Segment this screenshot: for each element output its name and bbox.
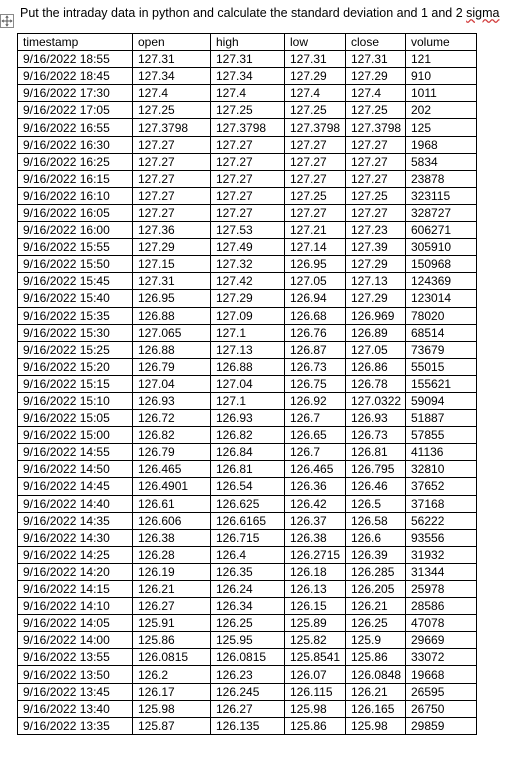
cell-close: 125.98 [346,717,406,734]
cell-volume: 37652 [406,478,477,495]
cell-high: 126.715 [211,529,285,546]
cell-volume: 125 [406,119,477,136]
cell-open: 127.34 [133,68,211,85]
cell-volume: 121 [406,51,477,68]
table-row [18,427,477,444]
cell-close: 126.86 [346,358,406,375]
cell-high: 126.34 [211,598,285,615]
cell-low: 126.68 [285,307,346,324]
spellcheck-flagged-word: sigma [466,6,500,20]
table-row [18,563,477,580]
cell-open: 127.27 [133,136,211,153]
cell-high: 127.27 [211,153,285,170]
cell-volume: 23878 [406,170,477,187]
cell-volume: 31932 [406,546,477,563]
table-row [18,461,477,478]
instruction-text [20,5,500,21]
cell-high: 127.42 [211,273,285,290]
cell-timestamp: 9/16/2022 16:00 [18,222,133,239]
cell-low: 127.05 [285,273,346,290]
cell-high: 126.245 [211,683,285,700]
cell-close: 126.93 [346,410,406,427]
cell-timestamp: 9/16/2022 16:25 [18,153,133,170]
cell-low: 127.3798 [285,119,346,136]
cell-timestamp: 9/16/2022 13:35 [18,717,133,734]
cell-open: 126.38 [133,529,211,546]
cell-high: 126.27 [211,700,285,717]
column-header-low: low [285,34,346,51]
cell-close: 127.25 [346,187,406,204]
cell-open: 127.27 [133,204,211,221]
table-row [18,410,477,427]
cell-timestamp: 9/16/2022 15:30 [18,324,133,341]
cell-timestamp: 9/16/2022 14:35 [18,512,133,529]
cell-high: 127.27 [211,170,285,187]
cell-volume: 1968 [406,136,477,153]
cell-low: 126.92 [285,392,346,409]
table-row [18,632,477,649]
cell-volume: 51887 [406,410,477,427]
cell-close: 127.27 [346,153,406,170]
cell-close: 127.27 [346,170,406,187]
cell-low: 126.13 [285,581,346,598]
cell-open: 127.31 [133,51,211,68]
cell-close: 126.205 [346,581,406,598]
table-row [18,700,477,717]
cell-close: 126.6 [346,529,406,546]
cell-timestamp: 9/16/2022 16:15 [18,170,133,187]
cell-open: 126.28 [133,546,211,563]
cell-close: 126.5 [346,495,406,512]
cell-low: 126.2715 [285,546,346,563]
cell-open: 125.98 [133,700,211,717]
table-row [18,478,477,495]
cell-low: 127.29 [285,68,346,85]
cell-timestamp: 9/16/2022 14:10 [18,598,133,615]
cell-high: 125.95 [211,632,285,649]
cell-volume: 305910 [406,239,477,256]
cell-low: 127.25 [285,187,346,204]
cell-timestamp: 9/16/2022 17:05 [18,102,133,119]
cell-high: 127.27 [211,204,285,221]
cell-high: 126.81 [211,461,285,478]
cell-high: 126.82 [211,427,285,444]
cell-open: 127.15 [133,256,211,273]
cell-timestamp: 9/16/2022 13:40 [18,700,133,717]
cell-high: 127.04 [211,375,285,392]
table-row [18,598,477,615]
cell-timestamp: 9/16/2022 15:35 [18,307,133,324]
cell-close: 127.27 [346,204,406,221]
cell-volume: 47078 [406,615,477,632]
intraday-data-table [17,33,477,735]
cell-timestamp: 9/16/2022 14:00 [18,632,133,649]
cell-close: 126.58 [346,512,406,529]
cell-low: 126.95 [285,256,346,273]
cell-volume: 57855 [406,427,477,444]
cell-volume: 155621 [406,375,477,392]
cell-volume: 56222 [406,512,477,529]
cell-volume: 31344 [406,563,477,580]
cell-timestamp: 9/16/2022 14:20 [18,563,133,580]
table-row [18,324,477,341]
cell-volume: 29669 [406,632,477,649]
cell-high: 127.3798 [211,119,285,136]
cell-low: 125.86 [285,717,346,734]
cell-open: 126.95 [133,290,211,307]
cell-timestamp: 9/16/2022 14:15 [18,581,133,598]
column-header-open: open [133,34,211,51]
cell-open: 126.17 [133,683,211,700]
cell-volume: 25978 [406,581,477,598]
cell-open: 126.4901 [133,478,211,495]
cell-open: 126.88 [133,341,211,358]
cell-low: 126.42 [285,495,346,512]
cell-volume: 1011 [406,85,477,102]
cell-high: 127.32 [211,256,285,273]
cell-low: 126.65 [285,427,346,444]
cell-low: 126.115 [285,683,346,700]
cell-close: 127.39 [346,239,406,256]
table-row [18,666,477,683]
cell-open: 127.31 [133,273,211,290]
cell-open: 126.82 [133,427,211,444]
cell-timestamp: 9/16/2022 18:45 [18,68,133,85]
cell-low: 126.38 [285,529,346,546]
table-row [18,375,477,392]
cell-high: 126.0815 [211,649,285,666]
column-header-timestamp: timestamp [18,34,133,51]
table-body [18,34,477,735]
table-row [18,307,477,324]
cell-volume: 123014 [406,290,477,307]
cell-timestamp: 9/16/2022 15:15 [18,375,133,392]
cell-timestamp: 9/16/2022 16:55 [18,119,133,136]
column-header-high: high [211,34,285,51]
cell-high: 126.35 [211,563,285,580]
cell-low: 126.36 [285,478,346,495]
cell-low: 126.07 [285,666,346,683]
cell-low: 126.465 [285,461,346,478]
cell-low: 127.27 [285,153,346,170]
table-header-row [18,34,477,51]
cell-timestamp: 9/16/2022 15:10 [18,392,133,409]
cell-volume: 93556 [406,529,477,546]
cell-open: 126.27 [133,598,211,615]
cell-timestamp: 9/16/2022 15:45 [18,273,133,290]
cell-open: 125.86 [133,632,211,649]
table-row [18,273,477,290]
cell-open: 125.91 [133,615,211,632]
cell-open: 126.2 [133,666,211,683]
cell-close: 126.21 [346,598,406,615]
cell-high: 126.625 [211,495,285,512]
cell-volume: 328727 [406,204,477,221]
cell-low: 126.7 [285,410,346,427]
cell-close: 127.29 [346,68,406,85]
cell-close: 126.25 [346,615,406,632]
cell-volume: 37168 [406,495,477,512]
table-row [18,546,477,563]
cell-timestamp: 9/16/2022 15:25 [18,341,133,358]
cell-close: 126.73 [346,427,406,444]
cell-low: 126.15 [285,598,346,615]
cell-low: 125.8541 [285,649,346,666]
cell-low: 126.75 [285,375,346,392]
table-row [18,683,477,700]
cell-volume: 606271 [406,222,477,239]
table-row [18,102,477,119]
cell-open: 126.79 [133,358,211,375]
cell-close: 126.39 [346,546,406,563]
four-arrow-move-icon [1,15,13,27]
cell-timestamp: 9/16/2022 14:45 [18,478,133,495]
table-row [18,222,477,239]
cell-high: 126.4 [211,546,285,563]
cell-close: 127.0322 [346,392,406,409]
table-row [18,529,477,546]
cell-close: 126.795 [346,461,406,478]
cell-high: 127.49 [211,239,285,256]
cell-close: 126.46 [346,478,406,495]
cell-timestamp: 9/16/2022 14:05 [18,615,133,632]
cell-volume: 73679 [406,341,477,358]
cell-timestamp: 9/16/2022 15:40 [18,290,133,307]
table-row [18,358,477,375]
cell-low: 125.98 [285,700,346,717]
cell-open: 126.72 [133,410,211,427]
cell-high: 127.1 [211,392,285,409]
column-header-volume: volume [406,34,477,51]
cell-high: 127.34 [211,68,285,85]
cell-close: 126.969 [346,307,406,324]
table-move-handle-icon[interactable] [0,14,14,28]
cell-close: 127.31 [346,51,406,68]
cell-low: 126.87 [285,341,346,358]
cell-volume: 68514 [406,324,477,341]
cell-volume: 26750 [406,700,477,717]
cell-volume: 26595 [406,683,477,700]
cell-high: 127.1 [211,324,285,341]
cell-low: 126.7 [285,444,346,461]
cell-close: 126.21 [346,683,406,700]
table-row [18,495,477,512]
cell-high: 127.09 [211,307,285,324]
cell-open: 126.19 [133,563,211,580]
cell-low: 125.89 [285,615,346,632]
cell-open: 126.0815 [133,649,211,666]
cell-timestamp: 9/16/2022 14:30 [18,529,133,546]
cell-close: 125.86 [346,649,406,666]
table-row [18,136,477,153]
cell-low: 127.27 [285,204,346,221]
cell-volume: 323115 [406,187,477,204]
cell-open: 127.4 [133,85,211,102]
cell-timestamp: 9/16/2022 17:30 [18,85,133,102]
cell-low: 127.27 [285,136,346,153]
cell-high: 127.4 [211,85,285,102]
cell-open: 127.065 [133,324,211,341]
cell-open: 127.27 [133,187,211,204]
table-row [18,85,477,102]
cell-timestamp: 9/16/2022 18:55 [18,51,133,68]
cell-volume: 41136 [406,444,477,461]
cell-open: 127.27 [133,153,211,170]
cell-timestamp: 9/16/2022 13:45 [18,683,133,700]
table-row [18,187,477,204]
cell-close: 125.9 [346,632,406,649]
cell-open: 125.87 [133,717,211,734]
cell-open: 127.29 [133,239,211,256]
cell-open: 127.36 [133,222,211,239]
cell-close: 127.13 [346,273,406,290]
cell-low: 126.73 [285,358,346,375]
table-row [18,170,477,187]
cell-high: 126.6165 [211,512,285,529]
cell-close: 127.27 [346,136,406,153]
cell-timestamp: 9/16/2022 14:25 [18,546,133,563]
cell-close: 127.4 [346,85,406,102]
cell-volume: 124369 [406,273,477,290]
cell-high: 126.93 [211,410,285,427]
cell-low: 126.76 [285,324,346,341]
table-row [18,204,477,221]
cell-timestamp: 9/16/2022 15:55 [18,239,133,256]
cell-volume: 150968 [406,256,477,273]
cell-timestamp: 9/16/2022 13:50 [18,666,133,683]
cell-high: 126.135 [211,717,285,734]
cell-open: 127.04 [133,375,211,392]
cell-close: 126.81 [346,444,406,461]
table-row [18,119,477,136]
cell-timestamp: 9/16/2022 15:50 [18,256,133,273]
table-row [18,615,477,632]
cell-timestamp: 9/16/2022 15:00 [18,427,133,444]
cell-close: 126.165 [346,700,406,717]
cell-close: 127.3798 [346,119,406,136]
table-row [18,256,477,273]
cell-low: 127.27 [285,170,346,187]
table-row [18,444,477,461]
cell-timestamp: 9/16/2022 15:20 [18,358,133,375]
table-row [18,68,477,85]
cell-high: 127.27 [211,136,285,153]
table-row [18,239,477,256]
cell-volume: 78020 [406,307,477,324]
cell-low: 126.37 [285,512,346,529]
cell-timestamp: 9/16/2022 14:55 [18,444,133,461]
column-header-close: close [346,34,406,51]
cell-high: 126.54 [211,478,285,495]
cell-volume: 32810 [406,461,477,478]
cell-low: 125.82 [285,632,346,649]
cell-volume: 19668 [406,666,477,683]
cell-volume: 29859 [406,717,477,734]
cell-timestamp: 9/16/2022 16:05 [18,204,133,221]
cell-volume: 33072 [406,649,477,666]
cell-close: 126.0848 [346,666,406,683]
cell-low: 126.18 [285,563,346,580]
cell-close: 126.285 [346,563,406,580]
table-row [18,341,477,358]
cell-volume: 28586 [406,598,477,615]
table-row [18,649,477,666]
cell-high: 126.88 [211,358,285,375]
cell-high: 127.27 [211,187,285,204]
cell-high: 127.31 [211,51,285,68]
cell-open: 126.79 [133,444,211,461]
cell-low: 127.21 [285,222,346,239]
cell-timestamp: 9/16/2022 13:55 [18,649,133,666]
cell-volume: 202 [406,102,477,119]
table-row [18,290,477,307]
cell-close: 126.78 [346,375,406,392]
cell-close: 127.23 [346,222,406,239]
cell-open: 126.61 [133,495,211,512]
cell-open: 126.465 [133,461,211,478]
cell-low: 127.25 [285,102,346,119]
cell-low: 127.31 [285,51,346,68]
cell-volume: 59094 [406,392,477,409]
cell-high: 127.53 [211,222,285,239]
cell-open: 126.606 [133,512,211,529]
cell-close: 127.29 [346,256,406,273]
cell-volume: 910 [406,68,477,85]
table-row [18,581,477,598]
cell-high: 126.23 [211,666,285,683]
cell-timestamp: 9/16/2022 16:30 [18,136,133,153]
cell-close: 127.25 [346,102,406,119]
cell-close: 127.05 [346,341,406,358]
instruction-main-text: Put the intraday data in python and calculate the standard deviation and 1 and 2 [20,6,467,20]
cell-timestamp: 9/16/2022 14:40 [18,495,133,512]
cell-low: 127.4 [285,85,346,102]
cell-open: 126.88 [133,307,211,324]
cell-high: 126.84 [211,444,285,461]
cell-high: 127.25 [211,102,285,119]
cell-timestamp: 9/16/2022 15:05 [18,410,133,427]
table-row [18,392,477,409]
cell-open: 126.93 [133,392,211,409]
table-row [18,717,477,734]
cell-open: 127.27 [133,170,211,187]
cell-close: 126.89 [346,324,406,341]
table-row [18,512,477,529]
cell-high: 126.24 [211,581,285,598]
cell-high: 127.29 [211,290,285,307]
cell-low: 126.94 [285,290,346,307]
cell-volume: 5834 [406,153,477,170]
cell-high: 126.25 [211,615,285,632]
cell-timestamp: 9/16/2022 14:50 [18,461,133,478]
table-row [18,153,477,170]
cell-open: 126.21 [133,581,211,598]
cell-volume: 55015 [406,358,477,375]
table-row [18,51,477,68]
cell-open: 127.25 [133,102,211,119]
cell-open: 127.3798 [133,119,211,136]
cell-low: 127.14 [285,239,346,256]
cell-close: 127.29 [346,290,406,307]
cell-timestamp: 9/16/2022 16:10 [18,187,133,204]
cell-high: 127.13 [211,341,285,358]
